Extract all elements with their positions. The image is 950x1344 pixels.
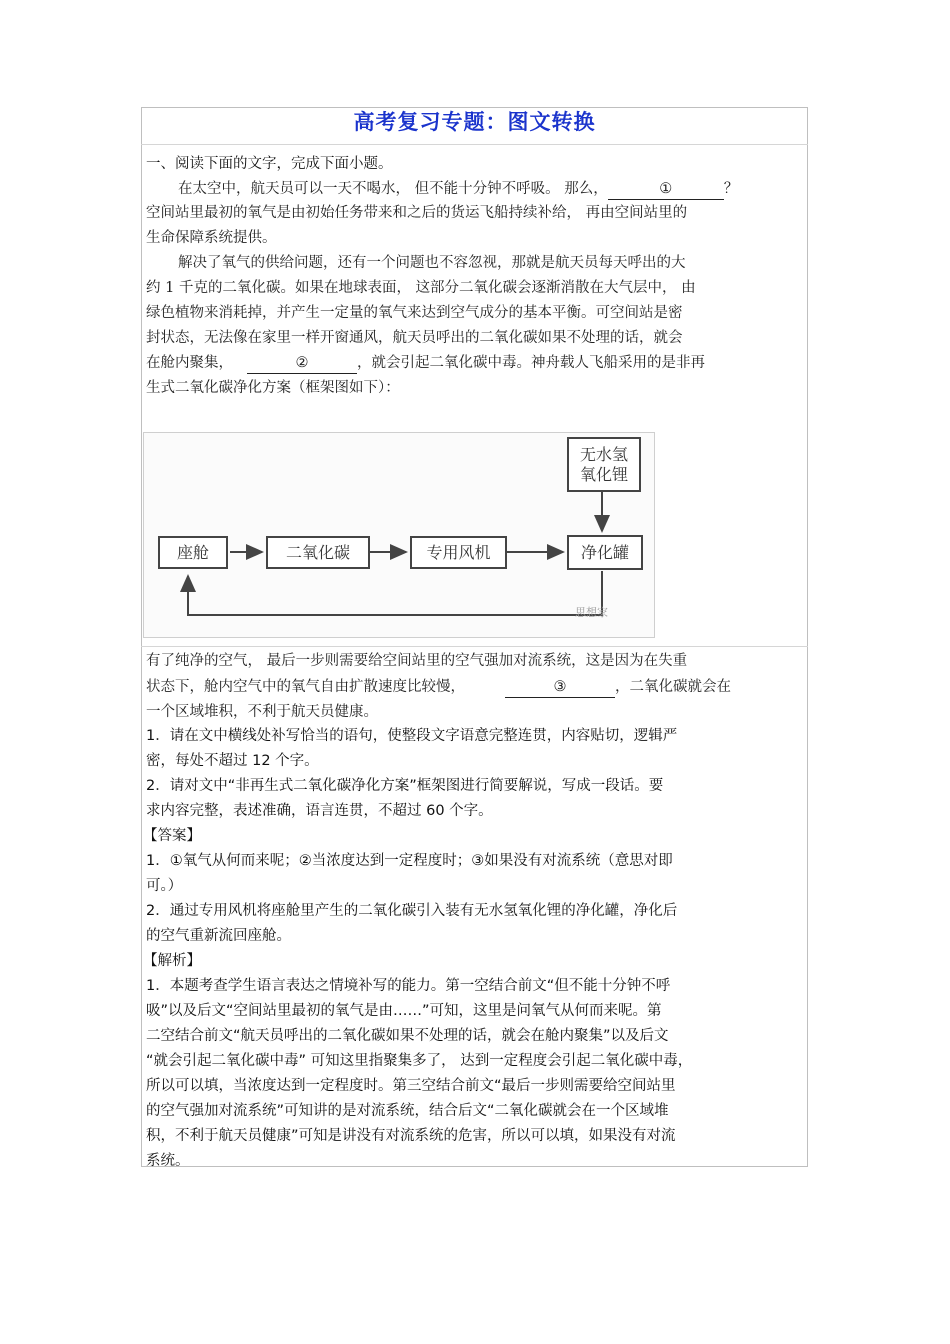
answer-1-line1: 1．①氧气从何而来呢；②当浓度达到一定程度时；③如果没有对流系统（意思对即	[146, 853, 673, 869]
blank-1: ①	[608, 179, 724, 200]
para2-line5	[146, 353, 705, 374]
page-title: 高考复习专题：图文转换	[353, 110, 596, 134]
arrow-purifier-back-to-cabin	[188, 571, 602, 615]
para3-line3: 一个区域堆积，不利于航天员健康。	[146, 704, 378, 720]
answer-heading: 【答案】	[143, 828, 201, 844]
watermark: 思想家	[575, 606, 608, 619]
para2-text-a: 在舱内聚集，	[146, 355, 233, 371]
answer-2-line2: 的空气重新流回座舱。	[146, 928, 291, 944]
para3-text-a: 状态下，舱内空气中的氧气自由扩散速度比较慢，	[146, 679, 465, 695]
para1-text-b: ？	[723, 181, 739, 197]
analysis-line7: 积，不利于航天员健康”可知是讲没有对流系统的危害，所以可以填，如果没有对流	[146, 1128, 676, 1144]
analysis-line3: 二空结合前文“航天员呼出的二氧化碳如果不处理的话，就会在舱内聚集”以及后文	[146, 1028, 669, 1044]
para2-text-b: ，就会引起二氧化碳中毒。神舟载人飞船采用的是非再	[357, 355, 705, 371]
box-fan: 专用风机	[410, 536, 507, 569]
question-1-line1: 1．请在文中横线处补写恰当的语句，使整段文字语意完整连贯，内容贴切，逻辑严	[146, 728, 678, 744]
title-divider	[141, 144, 808, 145]
blank-3: ③	[505, 677, 615, 698]
blank-2: ②	[247, 353, 357, 374]
analysis-heading: 【解析】	[143, 953, 201, 969]
box-cabin: 座舱	[158, 536, 228, 569]
section-heading: 一、阅读下面的文字，完成下面小题。	[146, 156, 393, 172]
answer-1-line2: 可。）	[146, 878, 183, 894]
para1-line2: 空间站里最初的氧气是由初始任务带来和之后的货运飞船持续补给， 再由空间站里的	[146, 205, 688, 221]
analysis-line6: 的空气强加对流系统”可知讲的是对流系统，结合后文“二氧化碳就会在一个区域堆	[146, 1103, 669, 1119]
question-1-line2: 密，每处不超过 12 个字。	[146, 753, 319, 769]
analysis-line4: “就会引起二氧化碳中毒” 可知这里指聚集多了， 达到一定程度会引起二氧化碳中毒，	[146, 1053, 693, 1069]
box-co2: 二氧化碳	[266, 536, 370, 569]
para2-line2: 约 1 千克的二氧化碳。如果在地球表面， 这部分二氧化碳会逐渐消散在大气层中， 由	[146, 280, 696, 296]
analysis-line8: 系统。	[146, 1153, 190, 1169]
para1-line1	[178, 179, 738, 200]
box-lioh	[567, 437, 641, 492]
answer-2-line1: 2．通过专用风机将座舱里产生的二氧化碳引入装有无水氢氧化锂的净化罐，净化后	[146, 903, 678, 919]
analysis-line2: 吸”以及后文“空间站里最初的氧气是由……”可知，这里是问氧气从何而来呢。第	[146, 1003, 662, 1019]
question-2-line2: 求内容完整，表述准确，语言连贯，不超过 60 个字。	[146, 803, 493, 819]
para2-line4: 封状态，无法像在家里一样开窗通风，航天员呼出的二氧化碳如果不处理的话，就会	[146, 330, 683, 346]
analysis-line5: 所以可以填，当浓度达到一定程度时。第三空结合前文“最后一步则需要给空间站里	[146, 1078, 676, 1094]
para3-line2	[146, 677, 731, 698]
box-lioh-line2: 氧化锂	[579, 464, 628, 484]
diagram-divider	[141, 646, 808, 647]
para2-line6: 生式二氧化碳净化方案（框架图如下）：	[146, 380, 400, 396]
box-purifier: 净化罐	[567, 535, 643, 570]
para2-line1: 解决了氧气的供给问题，还有一个问题也不容忽视，那就是航天员每天呼出的大	[178, 255, 686, 271]
box-lioh-line1: 无水氢	[579, 444, 628, 464]
para1-text-a: 在太空中，航天员可以一天不喝水， 但不能十分钟不呼吸。 那么，	[178, 181, 608, 197]
question-2-line1: 2．请对文中“非再生式二氧化碳净化方案”框架图进行简要解说，写成一段话。要	[146, 778, 664, 794]
para3-line1: 有了纯净的空气， 最后一步则需要给空间站里的空气强加对流系统，这是因为在失重	[146, 653, 688, 669]
analysis-line1: 1．本题考查学生语言表达之情境补写的能力。第一空结合前文“但不能十分钟不呼	[146, 978, 671, 994]
para1-line3: 生命保障系统提供。	[146, 230, 277, 246]
para3-text-b: ，二氧化碳就会在	[615, 679, 731, 695]
para2-line3: 绿色植物来消耗掉，并产生一定量的氧气来达到空气成分的基本平衡。可空间站是密	[146, 305, 683, 321]
